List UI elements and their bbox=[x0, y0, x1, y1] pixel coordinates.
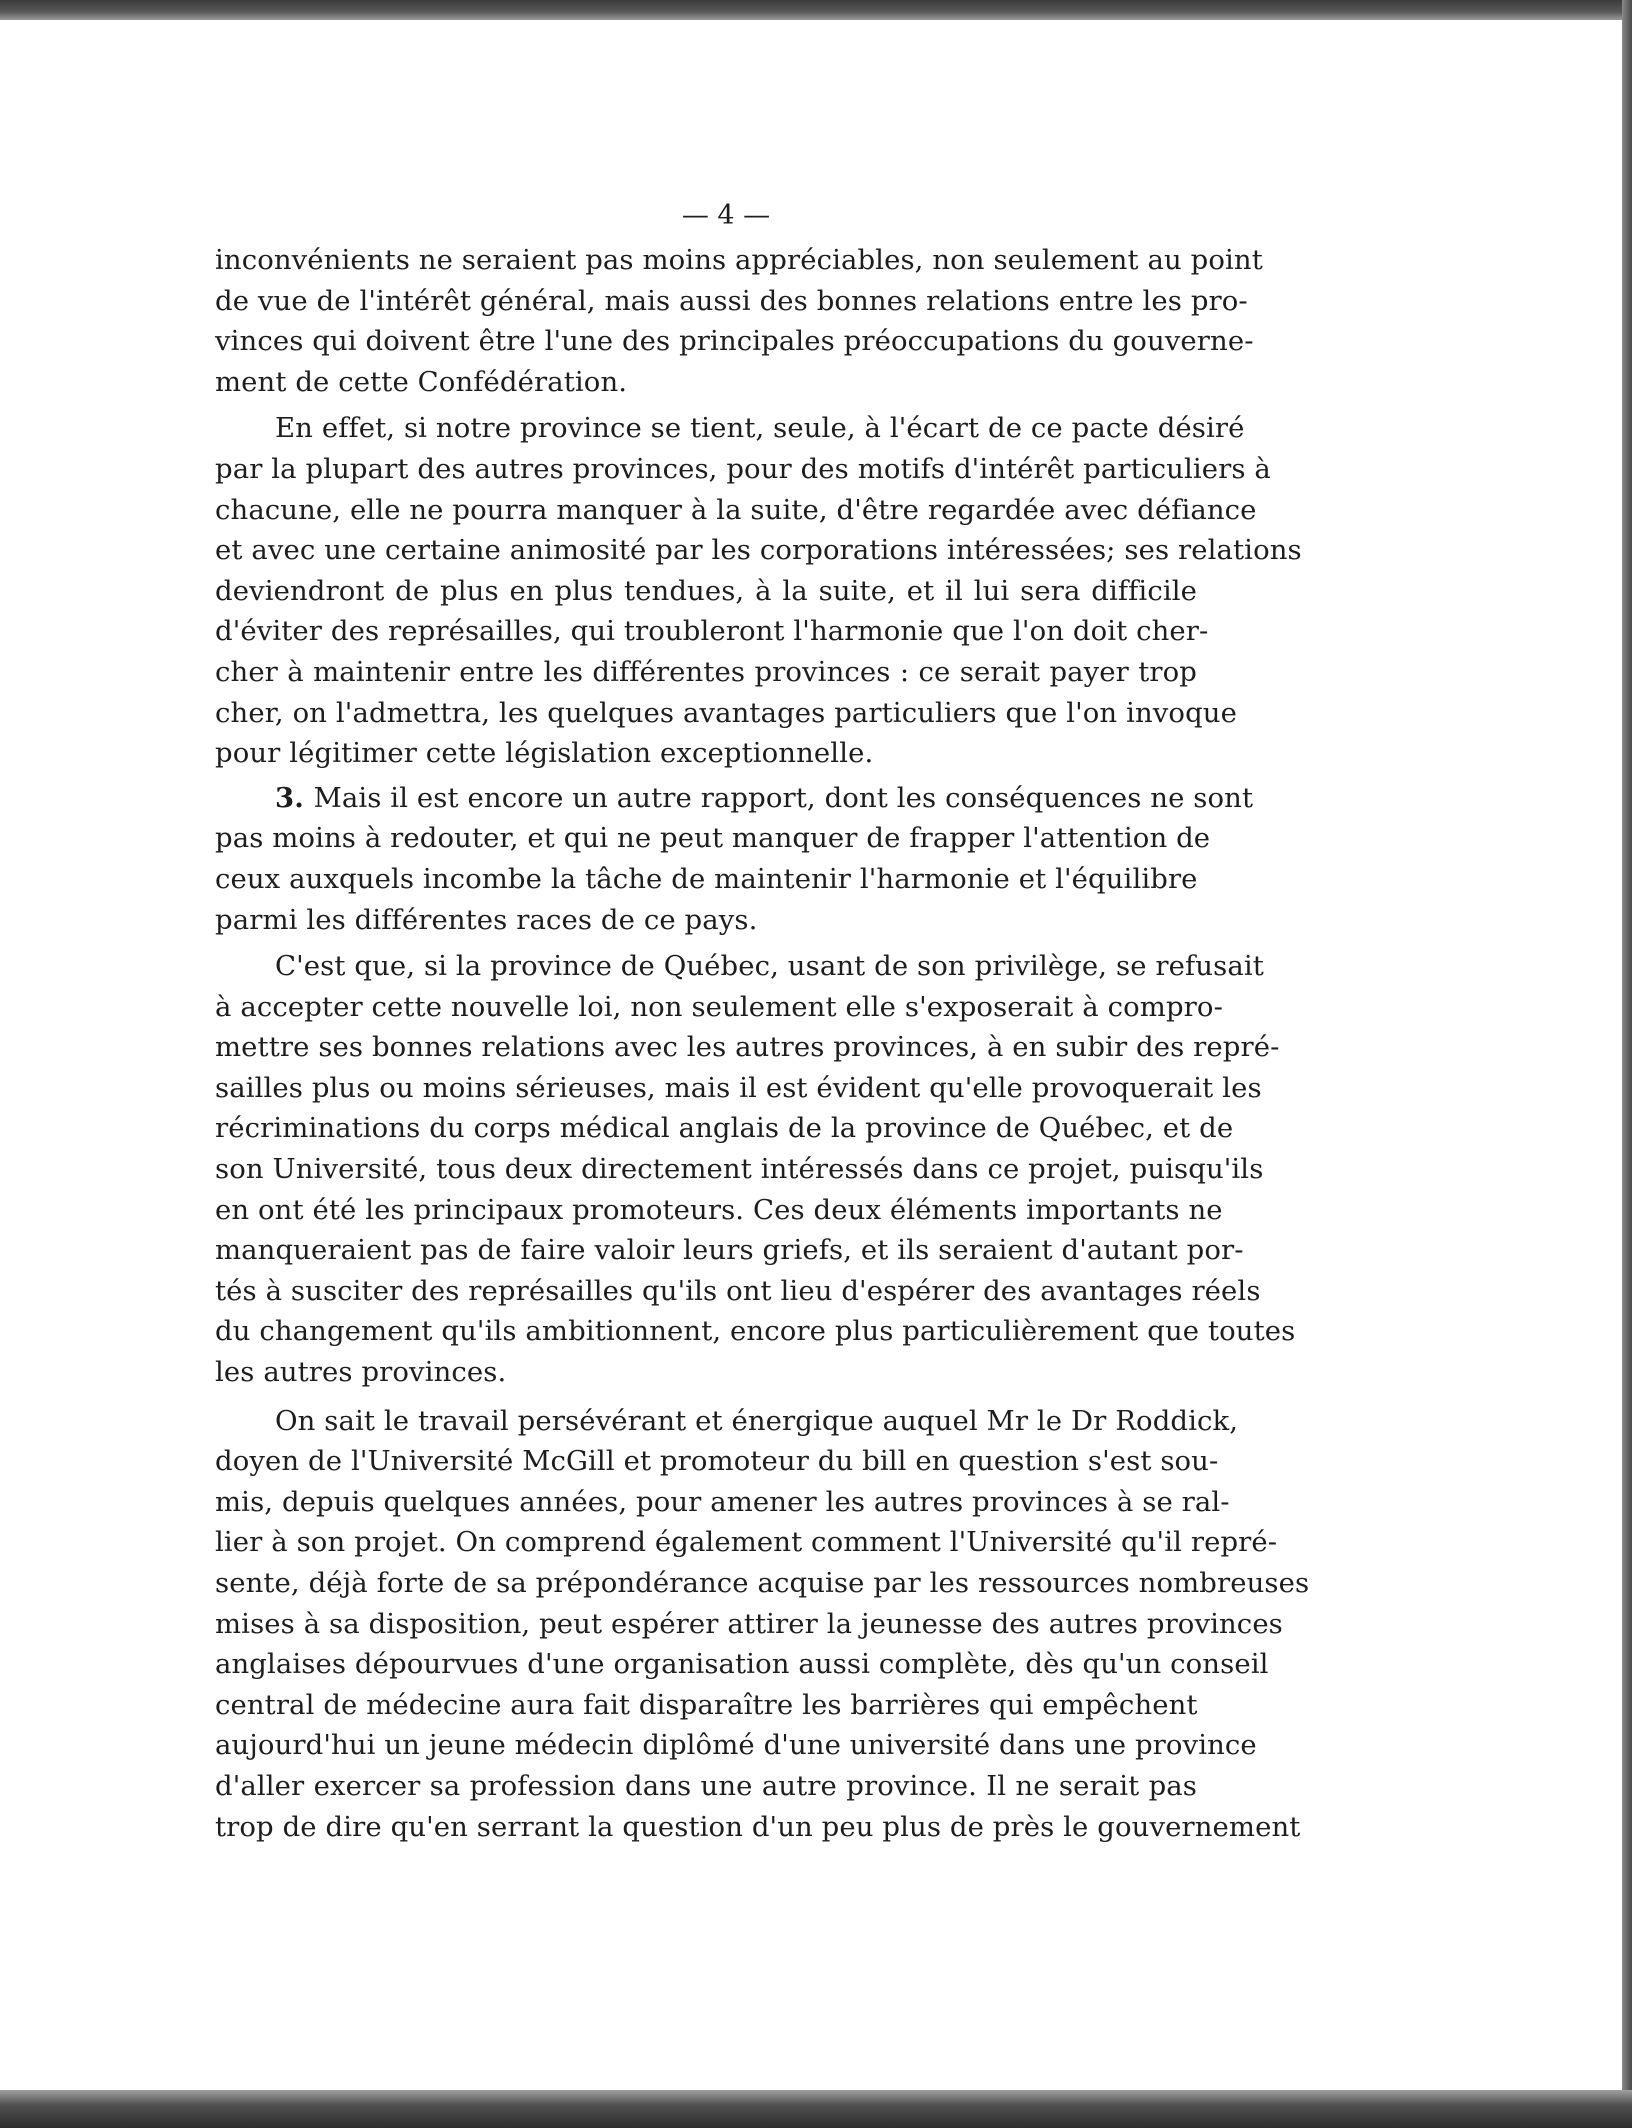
text-line: et avec une certaine animosité par les corporations intéressées; ses relations bbox=[215, 534, 1302, 567]
text-line: mis, depuis quelques années, pour amener les autres provinces à se ral- bbox=[215, 1485, 1230, 1518]
text-line: sailles plus ou moins sérieuses, mais il est évident qu'elle provoquerait les bbox=[215, 1071, 1262, 1104]
text-line: en ont été les principaux promoteurs. Ces deux éléments importants ne bbox=[215, 1193, 1223, 1226]
text-line: anglaises dépourvues d'une organisation aussi complète, dès qu'un conseil bbox=[215, 1648, 1269, 1681]
text-line: C'est que, si la province de Québec, usant de son privilège, se refusait bbox=[275, 950, 1264, 983]
text-line: à accepter cette nouvelle loi, non seulement elle s'exposerait à compro- bbox=[215, 990, 1223, 1023]
text-line: En effet, si notre province se tient, seule, à l'écart de ce pacte désiré bbox=[275, 412, 1245, 445]
text-line: trop de dire qu'en serrant la question d'un peu plus de près le gouvernement bbox=[215, 1810, 1301, 1843]
scan-border-top bbox=[0, 0, 1632, 20]
text-line bbox=[215, 778, 1254, 819]
paragraph bbox=[215, 408, 1302, 773]
text-line: son Université, tous deux directement intéressés dans ce projet, puisqu'ils bbox=[215, 1153, 1264, 1186]
paragraph bbox=[215, 778, 1254, 940]
text-line: doyen de l'Université McGill et promoteur du bill en question s'est sou- bbox=[215, 1445, 1219, 1478]
text-line: pour légitimer cette législation exceptionnelle. bbox=[215, 737, 874, 770]
text-line: deviendront de plus en plus tendues, à la suite, et il lui sera difficile bbox=[215, 574, 1197, 607]
text-line: sente, déjà forte de sa prépondérance acquise par les ressources nombreuses bbox=[215, 1567, 1310, 1599]
text-line: inconvénients ne seraient pas moins appréciables, non seulement au point bbox=[215, 244, 1263, 276]
page-number: — 4 — bbox=[681, 200, 771, 231]
paragraph bbox=[215, 240, 1263, 402]
text-line: d'aller exercer sa profession dans une autre province. Il ne serait pas bbox=[215, 1769, 1197, 1802]
text-line: de vue de l'intérêt général, mais aussi des bonnes relations entre les pro- bbox=[215, 284, 1248, 317]
text-line: ment de cette Confédération. bbox=[215, 365, 628, 398]
text-line: parmi les différentes races de ce pays. bbox=[215, 903, 758, 936]
text-line: vinces qui doivent être l'une des principales préoccupations du gouverne- bbox=[215, 325, 1254, 358]
text-line: pas moins à redouter, et qui ne peut manquer de frapper l'attention de bbox=[215, 822, 1211, 855]
text-line: mises à sa disposition, peut espérer attirer la jeunesse des autres provinces bbox=[215, 1607, 1283, 1640]
text-line: cher, on l'admettra, les quelques avantages particuliers que l'on invoque bbox=[215, 696, 1237, 729]
text-line: tés à susciter des représailles qu'ils ont lieu d'espérer des avantages réels bbox=[215, 1274, 1261, 1307]
paragraph bbox=[215, 946, 1296, 1393]
text-line: d'éviter des représailles, qui troubleront l'harmonie que l'on doit cher- bbox=[215, 615, 1209, 648]
text-line: On sait le travail persévérant et énergique auquel Mr le Dr Roddick, bbox=[275, 1404, 1239, 1437]
text-line: lier à son projet. On comprend également comment l'Université qu'il repré- bbox=[215, 1526, 1278, 1559]
text-line: mettre ses bonnes relations avec les autres provinces, à en subir des repré- bbox=[215, 1031, 1280, 1064]
text-line: ceux auxquels incombe la tâche de maintenir l'harmonie et l'équilibre bbox=[215, 862, 1198, 895]
paragraph bbox=[215, 1401, 1310, 1848]
text-line: aujourd'hui un jeune médecin diplômé d'une université dans une province bbox=[215, 1729, 1257, 1762]
text-line: chacune, elle ne pourra manquer à la suite, d'être regardée avec défiance bbox=[215, 493, 1257, 526]
text-line: du changement qu'ils ambitionnent, encore plus particulièrement que toutes bbox=[215, 1315, 1296, 1348]
text-line: cher à maintenir entre les différentes provinces : ce serait payer trop bbox=[215, 655, 1197, 688]
text-line: récriminations du corps médical anglais de la province de Québec, et de bbox=[215, 1112, 1234, 1145]
text-line: par la plupart des autres provinces, pour des motifs d'intérêt particuliers à bbox=[215, 452, 1271, 485]
text-line: les autres provinces. bbox=[215, 1356, 507, 1389]
scan-border-bottom bbox=[0, 2090, 1632, 2128]
text-line-content: Mais il est encore un autre rapport, dont les conséquences ne sont bbox=[313, 781, 1254, 814]
text-line: central de médecine aura fait disparaître les barrières qui empêchent bbox=[215, 1688, 1198, 1721]
section-number: 3. bbox=[275, 781, 314, 814]
document-page bbox=[215, 192, 1310, 1851]
text-line: manqueraient pas de faire valoir leurs griefs, et ils seraient d'autant por- bbox=[215, 1234, 1244, 1267]
body-text bbox=[215, 240, 1310, 1847]
scan-border-right bbox=[1622, 0, 1632, 2128]
